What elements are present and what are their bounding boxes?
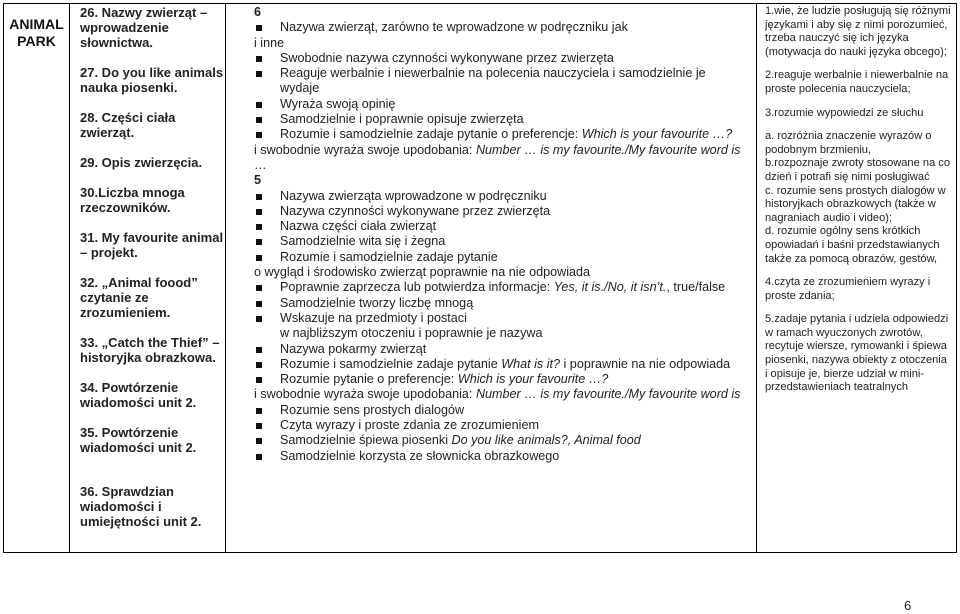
req-item: Samodzielnie korzysta ze słownicka obrazkowego [254,449,756,464]
lesson-34: 34. Powtórzenie wiadomości unit 2. [80,380,197,410]
table-row [4,4,957,553]
req-continuation: i inne [254,35,285,50]
goal-3: 3.rozumie wypowiedzi ze słuchu [765,106,924,119]
req-item [254,433,756,448]
req-continuation: w najbliższym otoczeniu i poprawnie je nazywa [280,326,543,341]
curriculum-table [3,3,957,553]
lesson-35: 35. Powtórzenie wiadomości unit 2. [80,425,197,455]
lesson-33: 33. „Catch the Thief” – historyjka obrazkowa. [80,335,220,365]
req-phrase: What is it? [501,356,561,371]
req-phrase: Which is your favourite …? [581,127,733,142]
goal-3c: c. rozumie sens prostych dialogów w historyjkach obrazkowych (także w nagraniach audio i video); [765,184,946,224]
lesson-36: 36. Sprawdzian wiadomości i umiejętności unit 2. [80,484,202,529]
req-item: Swobodnie nazywa czynności wykonywane przez zwierzęta [254,51,756,66]
goal-2: 2.reaguje werbalnie i niewerbalnie na proste polecenia nauczyciela; [765,69,949,95]
req-item: Rozumie sens prostych dialogów [254,403,756,418]
requirements-cell [226,4,757,553]
goals-list [757,4,956,395]
lesson-28: 28. Części ciała zwierząt. [80,110,176,140]
req-phrase: Which is your favourite …? [457,372,609,387]
req-phrase: Number … is my favourite./My favourite word is [475,142,741,157]
grade-5-heading: 5 [254,173,262,188]
req-text: Rozumie i samodzielnie zadaje pytanie o preferencje: [280,127,582,142]
lesson-30: 30.Liczba mnoga rzeczowników. [80,185,185,215]
req-text: Samodzielnie śpiewa piosenki [280,433,452,448]
req-continuation: … [254,157,267,172]
req-item: Nazywa pokarmy zwierząt [254,342,756,357]
lesson-27: 27. Do you like animals nauka piosenki. [80,65,224,95]
req-continuation [254,387,756,402]
req-continuation [254,143,756,158]
req-continuation: o wygląd i środowisko zwierząt poprawnie na nie odpowiada [254,265,591,280]
req-item: Samodzielnie tworzy liczbę mnogą [254,296,756,311]
req-item [254,357,756,372]
req-item: Reaguje werbalnie i niewerbalnie na polecenia nauczyciela i samodzielnie je [254,66,756,81]
req-item: Czyta wyrazy i proste zdania ze zrozumieniem [254,418,756,433]
req-text: Rozumie i samodzielnie zadaje pytanie [280,356,502,371]
lesson-29: 29. Opis zwierzęcia. [80,155,203,170]
req-phrase: Yes, it is./No, it isn’t. [553,280,667,295]
unit-title-cell [4,4,70,553]
unit-title [4,4,69,50]
req-item [254,127,756,142]
req-item: Nazwa części ciała zwierząt [254,219,756,234]
req-text: Poprawnie zaprzecza lub potwierdza informacje: [280,280,554,295]
req-text: i swobodnie wyraża swoje upodobania: [254,142,476,157]
lesson-31: 31. My favourite animal – projekt. [80,230,224,260]
req-item: Wyraża swoją opinię [254,97,756,112]
req-item: Samodzielnie i poprawnie opisuje zwierzęta [254,112,756,127]
goal-3a: a. rozróżnia znaczenie wyrazów o podobnym brzmieniu, [765,130,932,156]
goal-4: 4.czyta ze zrozumieniem wyrazy i proste zdania; [765,276,931,302]
req-item [254,280,756,295]
unit-title-line2: PARK [17,33,56,49]
req-text: Rozumie pytanie o preferencje: [280,372,458,387]
req-text: i poprawnie na nie odpowiada [560,356,731,371]
req-text: , true/false [666,280,726,295]
page-number: 6 [904,598,912,613]
req-continuation: wydaje [280,81,320,96]
goal-3b: b.rozpoznaje zwroty stosowane na co dzień i potrafi się nimi posługiwać [765,157,950,183]
grade-6-heading: 6 [254,5,262,19]
req-text: i swobodnie wyraża swoje upodobania: [254,387,476,402]
goal-3d: d. rozumie ogólny sens krótkich opowiadań i baśni przedstawianych także za pomocą obrazów, gestów, [765,225,940,265]
req-item: Nazywa czynności wykonywane przez zwierzęta [254,204,756,219]
req-item: Nazywa zwierząta wprowadzone w podręczniku [254,189,756,204]
requirements-list [226,4,756,464]
lessons-cell [70,4,226,553]
req-phrase: Do you like animals?, Animal food [451,433,641,448]
req-item: Wskazuje na przedmioty i postaci [254,311,756,326]
lesson-32: 32. „Animal foood” czytanie ze zrozumieniem. [80,275,198,320]
lesson-26: 26. Nazwy zwierząt – wprowadzenie słownictwa. [80,5,208,50]
req-phrase: Number … is my favourite./My favourite word is [475,387,741,402]
goals-cell [757,4,957,553]
unit-title-line1: ANIMAL [9,16,64,32]
req-item: Nazywa zwierząt, zarówno te wprowadzone w podręczniku jak [254,20,756,35]
lesson-list [70,4,225,529]
req-item: Samodzielnie wita się i żegna [254,234,756,249]
req-item: Rozumie i samodzielnie zadaje pytanie [254,250,756,265]
goal-1: 1.wie, że ludzie posługują się różnymi językami i aby się z nimi porozumieć, trzeba nauczyć się ich języka (motywacja do nauki języka obcego); [765,5,951,58]
goal-5: 5.zadaje pytania i udziela odpowiedzi w ramach wyuczonych zwrotów, recytuje wiersze, rymowanki i śpiewa piosenki, nazywa obiekty z otoczenia i opisuje je, bierze udział w mini-przedstawieniach teatralnych [765,313,949,394]
req-item [254,372,756,387]
